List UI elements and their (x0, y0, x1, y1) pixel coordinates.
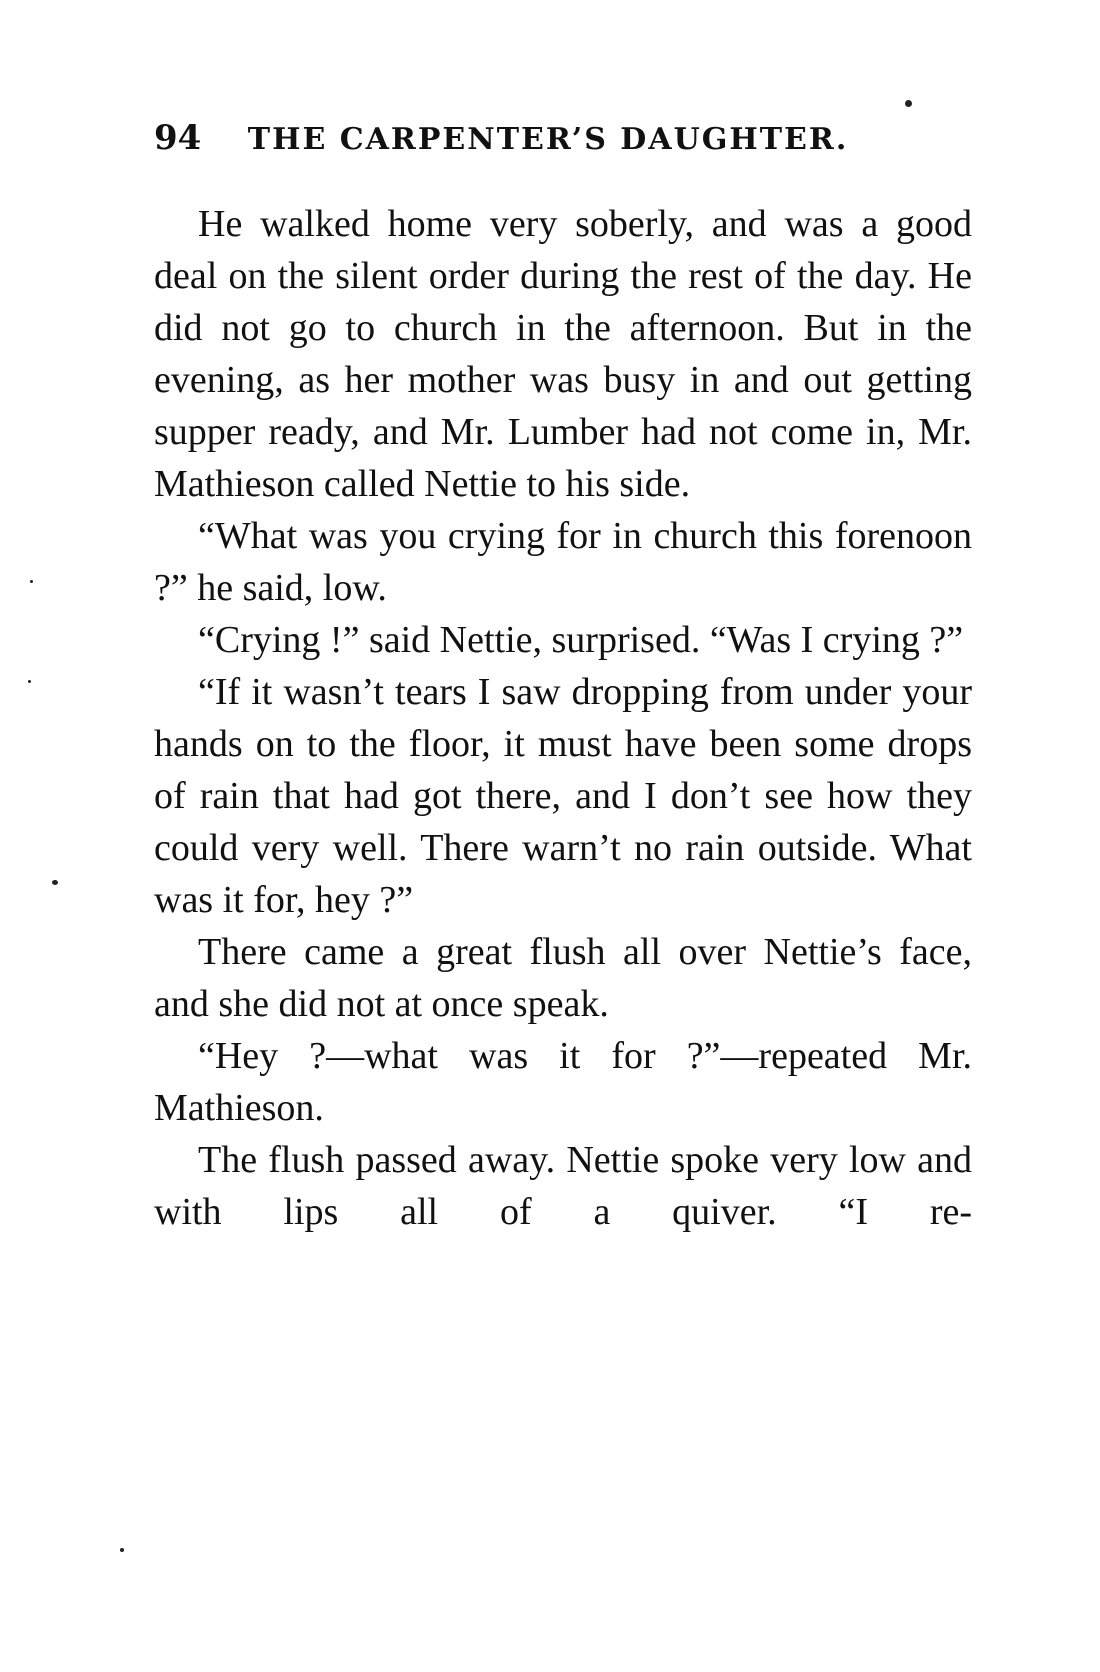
paragraph: “Hey ?—what was it for ?”—repeated Mr. Mathieson. (154, 1035, 972, 1129)
paragraph: There came a great flush all over Nettie’s face, and she did not at once speak. (154, 931, 972, 1025)
page-number: 94 (154, 118, 202, 158)
body-text (154, 198, 972, 1238)
running-header (154, 118, 974, 160)
running-title: THE CARPENTER’S DAUGHTER. (247, 122, 849, 157)
scan-speck (28, 680, 31, 683)
scan-speck (30, 580, 33, 583)
scan-speck (905, 100, 912, 107)
paragraph: “What was you crying for in church this forenoon ?” he said, low. (154, 515, 972, 609)
paragraph: He walked home very soberly, and was a good deal on the silent order during the rest of the day. He did not go to church in the afternoon. But in the evening, as her mother was busy in and out getting supper ready, and Mr. Lumber had not come in, Mr. Mathieson called Nettie to his side. (154, 203, 972, 505)
paragraph: The flush passed away. Nettie spoke very low and with lips all of a quiver. “I re- (154, 1139, 972, 1233)
scan-speck (120, 1548, 124, 1552)
paragraph: “If it wasn’t tears I saw dropping from under your hands on to the floor, it must have been some drops of rain that had got there, and I don’t see how they could very well. There warn’t no rain outside. What was it for, hey ?” (154, 671, 972, 921)
paragraph: “Crying !” said Nettie, surprised. “Was I crying ?” (198, 619, 964, 661)
scan-speck (52, 880, 58, 885)
